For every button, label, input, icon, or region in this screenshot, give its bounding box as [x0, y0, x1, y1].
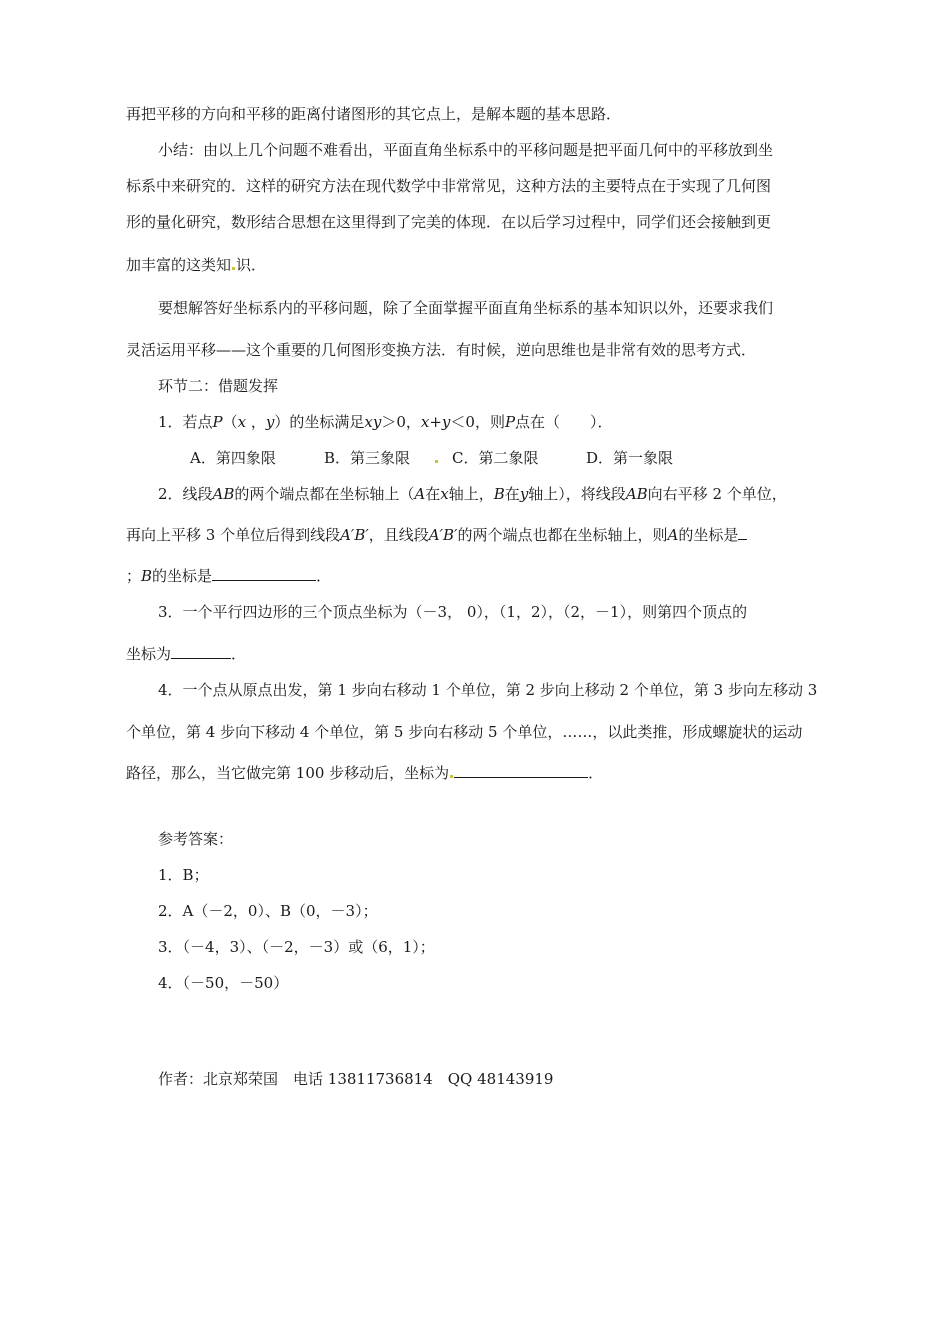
- question-2-line-1: 2．线段AB的两个端点都在坐标轴上（A在x轴上，B在y轴上），将线段AB向右平移 2 个单位，: [158, 485, 787, 503]
- advice-line-2: 灵活运用平移——这个重要的几何图形变换方法．有时候，逆向思维也是非常有效的思考方式．: [126, 341, 757, 359]
- advice-line-1: 要想解答好坐标系内的平移问题，除了全面掌握平面直角坐标系的基本知识以外，还要求我们: [158, 299, 774, 317]
- answer-3: 3．（－4，3）、（－2，－3）或（6，1）；: [158, 938, 435, 956]
- question-1: 1．若点P（x ，y）的坐标满足xy＞0，x+y＜0，则P点在（ ）．: [158, 413, 613, 431]
- question-1-options: [190, 448, 925, 468]
- section-title: 环节二：借题发挥: [158, 377, 279, 395]
- summary-line-1: 小结：由以上几个问题不难看出，平面直角坐标系中的平移问题是把平面几何中的平移放到坐: [158, 141, 774, 159]
- option-c: C．第二象限: [452, 449, 539, 467]
- question-4-line-3: 路径，那么，当它做完第 100 步移动后，坐标为 ．: [126, 764, 604, 782]
- answer-blank[interactable]: [454, 763, 588, 778]
- summary-line-2: 标系中来研究的．这样的研究方法在现代数学中非常常见，这种方法的主要特点在于实现了几何图: [126, 177, 772, 195]
- edit-mark: [435, 460, 438, 463]
- answers-title: 参考答案：: [158, 830, 234, 848]
- option-d: D．第一象限: [586, 449, 674, 467]
- author-line: 作者：北京郑荣国 电话 13811736814 QQ 48143919: [158, 1070, 554, 1088]
- edit-mark: [450, 775, 453, 778]
- question-3-line-2: 坐标为 ．: [126, 645, 247, 663]
- question-2-line-2: 再向上平移 3 个单位后得到线段A′B′，且线段A′B′的两个端点也都在坐标轴上，则A的坐标是: [126, 525, 861, 545]
- summary-line-3: 形的量化研究，数形结合思想在这里得到了完美的体现．在以后学习过程中，同学们还会接触到更: [126, 213, 772, 231]
- option-a: A．第四象限: [190, 449, 276, 467]
- question-3-line-1: 3．一个平行四边形的三个顶点坐标为（－3， 0），（1，2），（2，－1），则第四个顶点的: [158, 603, 748, 621]
- answer-blank[interactable]: [171, 644, 231, 659]
- edit-mark: [232, 267, 235, 270]
- answer-2: 2．A（－2，0）、B（0，－3）；: [158, 902, 378, 920]
- answer-4: 4．（－50，－50）: [158, 974, 289, 992]
- question-2-line-3: ；B的坐标是 ．: [126, 567, 332, 585]
- question-4-line-1: 4．一个点从原点出发，第 1 步向右移动 1 个单位，第 2 步向上移动 2 个单位，第 3 步向左移动 3: [158, 681, 818, 699]
- answer-blank[interactable]: [738, 525, 747, 540]
- summary-line-4: 加丰富的这类知 识．: [126, 256, 267, 274]
- answer-1: 1．B；: [158, 866, 209, 884]
- question-4-line-2: 个单位，第 4 步向下移动 4 个单位，第 5 步向右移动 5 个单位，……，以此类推，形成螺旋状的运动: [126, 723, 803, 741]
- paragraph-text: 再把平移的方向和平移的距离付诸图形的其它点上，是解本题的基本思路．: [126, 105, 622, 123]
- option-b: B．第三象限: [324, 449, 411, 467]
- answer-blank[interactable]: [212, 566, 316, 581]
